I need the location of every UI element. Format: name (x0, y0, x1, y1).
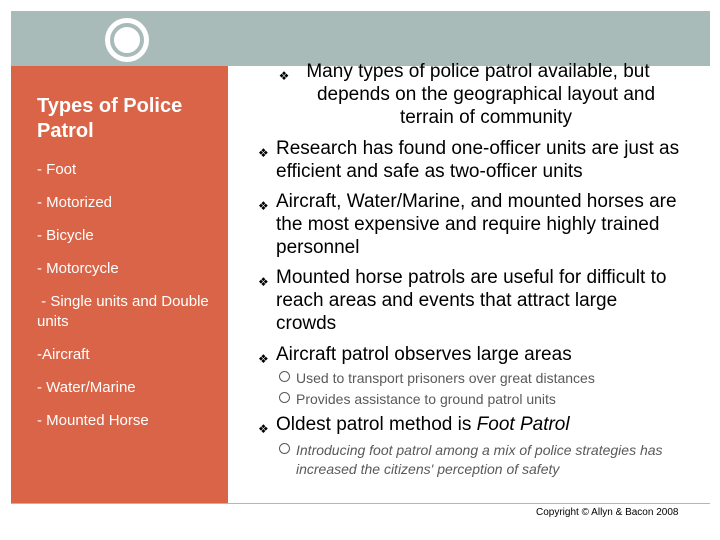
bullet-research (258, 137, 681, 183)
bullet-marker-icon: ❖ (258, 352, 269, 366)
sidebar-item-foot: - Foot (37, 161, 77, 178)
sidebar-item-motorcycle: - Motorcycle (37, 260, 119, 277)
sub-bullet-text: Introducing foot patrol among a mix of police strategies has increased the citizens' perception of safety (296, 442, 663, 477)
sub-bullet-text: Provides assistance to ground patrol units (296, 391, 556, 407)
copyright-notice: Copyright © Allyn & Bacon 2008 (536, 507, 679, 518)
bullet-marker-icon: ❖ (258, 199, 269, 213)
bullet-text-prefix: Oldest patrol method is (276, 414, 477, 435)
bullet-text: Many types of police patrol available, but depends on the geographical layout and terrain of community (306, 61, 656, 128)
bullet-many-types (296, 60, 676, 129)
bullet-oldest-method (258, 413, 681, 436)
ring-bullet-icon (279, 392, 290, 403)
sub-bullet-foot-patrol (296, 441, 681, 479)
bullet-text: Aircraft patrol observes large areas (276, 344, 572, 365)
bullet-text-emphasis: Foot Patrol (476, 414, 570, 435)
ring-bullet-icon (279, 371, 290, 382)
bullet-text: Research has found one-officer units are just as efficient and safe as two-officer units (276, 138, 680, 182)
bullet-text: Mounted horse patrols are useful for difficult to reach areas and events that attract large crowds (276, 267, 667, 334)
sub-bullet-transport (296, 369, 676, 388)
circle-ornament-inner (110, 23, 144, 57)
ring-bullet-icon (279, 443, 290, 454)
bullet-text: Aircraft, Water/Marine, and mounted horses are the most expensive and require highly trained personnel (276, 191, 677, 258)
bottom-divider (11, 503, 710, 504)
bullet-aircraft-water-mounted (258, 190, 681, 259)
sidebar-item-aircraft: -Aircraft (37, 346, 90, 363)
sub-bullet-text: Used to transport prisoners over great distances (296, 370, 595, 386)
sidebar-item-bicycle: - Bicycle (37, 227, 94, 244)
slide-title: Types of Police Patrol (37, 95, 183, 142)
sidebar-item-water-marine: - Water/Marine (37, 379, 136, 396)
bullet-aircraft-patrol (258, 343, 681, 366)
bullet-mounted-horse (258, 266, 681, 335)
sidebar-item-mounted-horse: - Mounted Horse (37, 412, 149, 429)
circle-ornament-icon (105, 18, 149, 62)
bullet-marker-icon: ❖ (258, 422, 269, 436)
bullet-marker-icon: ❖ (258, 275, 269, 289)
sidebar-item-single-double-units: - Single units and Double units (37, 293, 213, 330)
sub-bullet-assistance (296, 390, 676, 409)
bullet-marker-icon: ❖ (258, 146, 269, 160)
sidebar-item-motorized: - Motorized (37, 194, 113, 211)
